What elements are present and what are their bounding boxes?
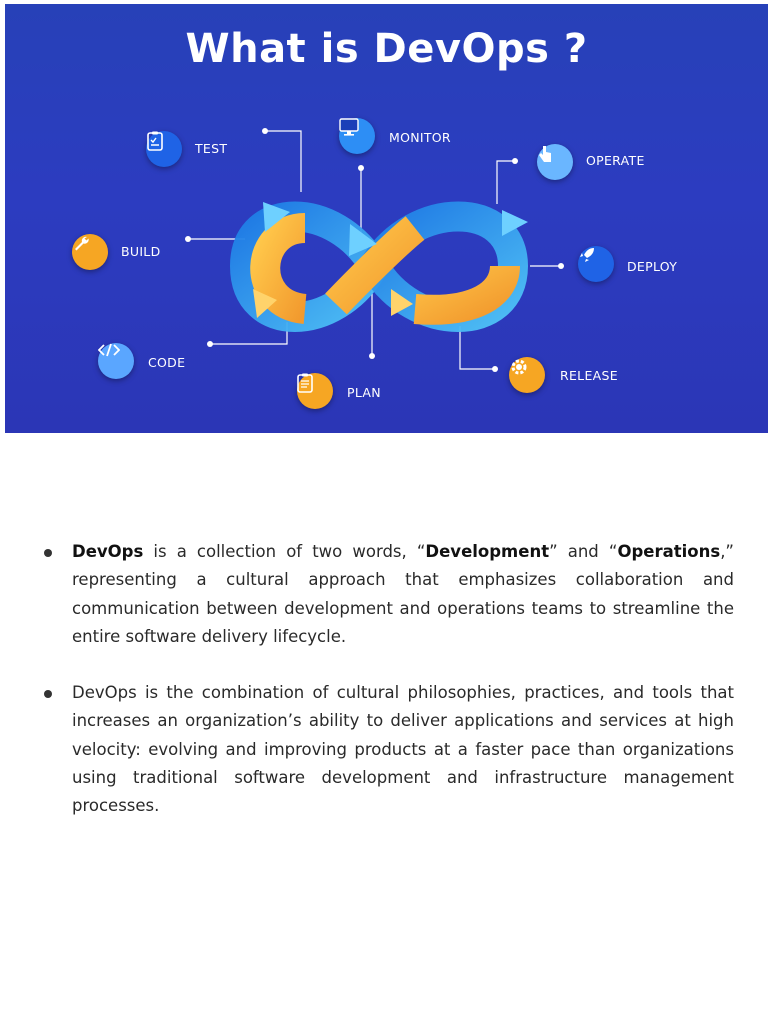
term-devops: DevOps <box>72 542 144 561</box>
banner-title: What is DevOps ? <box>185 26 588 72</box>
bullet-dot <box>44 549 52 557</box>
rocket-icon <box>578 246 614 282</box>
clipboard-icon <box>297 373 333 409</box>
list-item <box>40 679 734 820</box>
wrench-icon <box>72 234 108 270</box>
hand-pointer-icon <box>537 144 573 180</box>
bullet-text: DevOps is the combination of cultural philosophies, practices, and tools that increases an organization’s ability to deliver applications and services at high velocity: evolving and improving products at a faster pace than organizations using traditional software development and infrastructure management processes. <box>72 683 734 816</box>
clipboard-checklist-icon <box>146 131 182 167</box>
stage-label-monitor: MONITOR <box>389 130 451 145</box>
list-item: DevOps is a collection of two words, “Development” and “Operations,” representing a cultural approach that emphasizes collaboration and communication between development and operations teams to streamline the entire software delivery lifecycle. <box>40 538 734 651</box>
term-development: Development <box>425 542 550 561</box>
stage-label-deploy: DEPLOY <box>627 259 678 274</box>
term-operations: Operations <box>617 542 721 561</box>
stage-label-release: RELEASE <box>560 368 618 383</box>
stage-label-code: CODE <box>148 355 186 370</box>
devops-banner-image <box>5 4 768 433</box>
bullet-list <box>40 538 734 849</box>
bullet-dot <box>44 690 52 698</box>
gear-icon <box>509 357 545 393</box>
monitor-icon <box>339 118 375 154</box>
code-brackets-icon <box>98 343 134 379</box>
stage-label-build: BUILD <box>121 244 161 259</box>
stage-label-plan: PLAN <box>347 385 381 400</box>
stage-label-operate: OPERATE <box>586 153 645 168</box>
stage-label-test: TEST <box>195 141 228 156</box>
